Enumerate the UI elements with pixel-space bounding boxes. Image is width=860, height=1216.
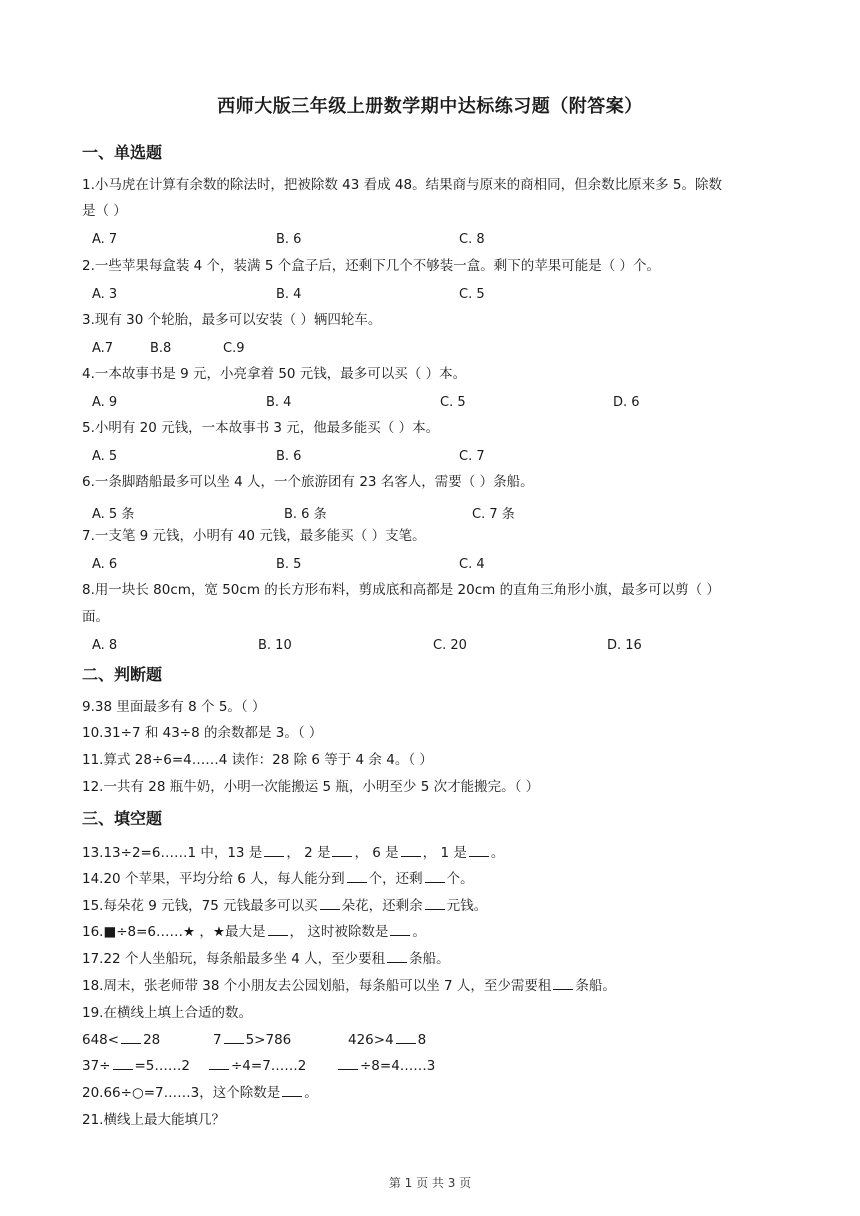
question-7-text: 7.一支笔 9 元钱，小明有 40 元钱，最多能买（ ）支笔。 <box>82 528 426 544</box>
question-4-text: 4.一本故事书是 9 元，小亮拿着 50 元钱，最多可以买（ ）本。 <box>82 366 467 382</box>
question-19-row-1a <box>82 1027 160 1053</box>
question-8-option-d: D. 16 <box>607 638 642 653</box>
answer-blank[interactable] <box>209 1055 229 1070</box>
q19-r1b-left: 7 <box>213 1032 222 1048</box>
question-6-option-b: B. 6 条 <box>284 507 327 522</box>
question-6-option-c: C. 7 条 <box>472 507 515 522</box>
question-12-text: 12.一共有 28 瓶牛奶，小明一次能搬运 5 瓶，小明至少 5 次才能搬完。（ ） <box>82 779 540 795</box>
question-21-text: 21.横线上最大能填几？ <box>82 1112 225 1128</box>
q19-r2c-right: ÷8=4……3 <box>360 1058 436 1074</box>
question-18-part-1: 18.周末，张老师带 38 个小朋友去公园划船，每条船可以坐 7 人，至少需要租 <box>82 978 552 994</box>
q19-r2a-left: 37÷ <box>82 1058 111 1074</box>
question-8-option-a: A. 8 <box>92 638 118 653</box>
question-14 <box>82 866 474 892</box>
question-20 <box>82 1080 318 1106</box>
question-13-part-4: ， 1 是 <box>422 845 467 861</box>
answer-blank[interactable] <box>338 1055 358 1070</box>
question-5-option-b: B. 6 <box>276 449 302 464</box>
question-20-part-1: 20.66÷○=7……3，这个除数是 <box>82 1085 281 1101</box>
question-18 <box>82 973 616 999</box>
question-14-part-1: 14.20 个苹果，平均分给 6 人，每人能分到 <box>82 871 345 887</box>
question-15-part-3: 元钱。 <box>446 898 488 914</box>
question-2-option-c: C. 5 <box>459 287 485 302</box>
q19-r1c-right: 8 <box>417 1032 427 1048</box>
answer-blank[interactable] <box>121 1029 141 1044</box>
q19-r1b-right: 5>786 <box>245 1032 292 1048</box>
question-1-option-a: A. 7 <box>92 232 118 247</box>
question-7-option-a: A. 6 <box>92 557 118 572</box>
answer-blank[interactable] <box>390 921 410 936</box>
question-5-option-a: A. 5 <box>92 449 118 464</box>
question-2-option-b: B. 4 <box>276 287 302 302</box>
answer-blank[interactable] <box>425 868 445 883</box>
question-2-text: 2.一些苹果每盒装 4 个，装满 5 个盒子后，还剩下几个不够装一盒。剩下的苹果可能是（ ）个。 <box>82 258 661 274</box>
question-16-part-2: ， 这时被除数是 <box>289 924 389 940</box>
answer-blank[interactable] <box>387 948 407 963</box>
question-16-part-3: 。 <box>412 924 426 940</box>
question-19-row-1b <box>213 1027 291 1053</box>
question-3-option-b: B.8 <box>150 341 172 356</box>
question-1-text-cont: 是（ ） <box>82 203 127 219</box>
section-heading-fill-blank: 三、填空题 <box>82 809 163 828</box>
question-14-part-3: 个。 <box>446 871 474 887</box>
q19-r1a-right: 28 <box>143 1032 161 1048</box>
question-15-part-2: 朵花，还剩余 <box>341 898 423 914</box>
question-19-row-2a <box>82 1053 190 1079</box>
question-17 <box>82 946 450 972</box>
question-10-text: 10.31÷7 和 43÷8 的余数都是 3。（ ） <box>82 725 323 741</box>
question-1-text: 1.小马虎在计算有余数的除法时，把被除数 43 看成 48。结果商与原来的商相同，但余数比原来多 5。除数 <box>82 177 722 193</box>
section-heading-true-false: 二、判断题 <box>82 665 163 684</box>
question-16 <box>82 919 426 945</box>
page-footer: 第 1 页 共 3 页 <box>388 1176 472 1190</box>
answer-blank[interactable] <box>332 842 352 857</box>
q19-r1a-left: 648< <box>82 1032 120 1048</box>
answer-blank[interactable] <box>268 921 288 936</box>
page-title: 西师大版三年级上册数学期中达标练习题（附答案） <box>217 96 643 117</box>
question-15 <box>82 893 487 919</box>
question-6-option-a: A. 5 条 <box>92 507 135 522</box>
question-19-row-2c <box>336 1053 435 1079</box>
answer-blank[interactable] <box>553 975 573 990</box>
question-17-part-1: 17.22 个人坐船玩，每条船最多坐 4 人，至少要租 <box>82 951 386 967</box>
question-3-option-a: A.7 <box>92 341 114 356</box>
question-4-option-d: D. 6 <box>613 395 640 410</box>
question-1-option-c: C. 8 <box>459 232 485 247</box>
question-20-part-2: 。 <box>304 1085 318 1101</box>
question-8-text-cont: 面。 <box>82 609 109 625</box>
answer-blank[interactable] <box>224 1029 244 1044</box>
question-19-row-1c <box>348 1027 426 1053</box>
q19-r2a-right: =5……2 <box>134 1058 190 1074</box>
question-8-text: 8.用一块长 80cm，宽 50cm 的长方形布料，剪成底和高都是 20cm 的直角三角形小旗，最多可以剪（ ） <box>82 582 720 598</box>
question-13-part-5: 。 <box>490 845 505 861</box>
question-3-option-c: C.9 <box>223 341 245 356</box>
q19-r1c-left: 426>4 <box>348 1032 394 1048</box>
question-15-part-1: 15.每朵花 9 元钱，75 元钱最多可以买 <box>82 898 318 914</box>
question-13-part-3: ， 6 是 <box>354 845 399 861</box>
question-7-option-b: B. 5 <box>276 557 302 572</box>
answer-blank[interactable] <box>264 842 284 857</box>
question-19-text: 19.在横线上填上合适的数。 <box>82 1005 252 1021</box>
question-13 <box>82 840 504 866</box>
question-7-option-c: C. 4 <box>459 557 485 572</box>
question-11-text: 11.算式 28÷6=4……4 读作：28 除 6 等于 4 余 4。（ ） <box>82 752 433 768</box>
answer-blank[interactable] <box>347 868 367 883</box>
question-13-part-1: 13.13÷2=6……1 中，13 是 <box>82 845 263 861</box>
question-14-part-2: 个，还剩 <box>368 871 423 887</box>
question-3-text: 3.现有 30 个轮胎，最多可以安装（ ）辆四轮车。 <box>82 312 382 328</box>
question-17-part-2: 条船。 <box>409 951 450 967</box>
answer-blank[interactable] <box>401 842 421 857</box>
q19-r2b-right: ÷4=7……2 <box>231 1058 307 1074</box>
answer-blank[interactable] <box>469 842 489 857</box>
question-18-part-2: 条船。 <box>575 978 616 994</box>
question-19-row-2b <box>207 1053 306 1079</box>
question-16-part-1: 16.■÷8=6……★ ，★最大是 <box>82 924 266 940</box>
question-1-option-b: B. 6 <box>276 232 302 247</box>
answer-blank[interactable] <box>282 1082 302 1097</box>
question-8-option-c: C. 20 <box>433 638 467 653</box>
answer-blank[interactable] <box>425 895 445 910</box>
section-heading-single-choice: 一、单选题 <box>82 143 163 162</box>
question-8-option-b: B. 10 <box>258 638 292 653</box>
answer-blank[interactable] <box>320 895 340 910</box>
answer-blank[interactable] <box>396 1029 416 1044</box>
question-5-option-c: C. 7 <box>459 449 485 464</box>
question-5-text: 5.小明有 20 元钱，一本故事书 3 元，他最多能买（ ）本。 <box>82 420 440 436</box>
question-4-option-a: A. 9 <box>92 395 118 410</box>
question-2-option-a: A. 3 <box>92 287 118 302</box>
question-4-option-b: B. 4 <box>266 395 292 410</box>
question-13-part-2: ， 2 是 <box>286 845 331 861</box>
question-9-text: 9.38 里面最多有 8 个 5。（ ） <box>82 699 266 715</box>
question-6-text: 6.一条脚踏船最多可以坐 4 人，一个旅游团有 23 名客人，需要（ ）条船。 <box>82 474 534 490</box>
answer-blank[interactable] <box>113 1055 133 1070</box>
question-4-option-c: C. 5 <box>440 395 466 410</box>
